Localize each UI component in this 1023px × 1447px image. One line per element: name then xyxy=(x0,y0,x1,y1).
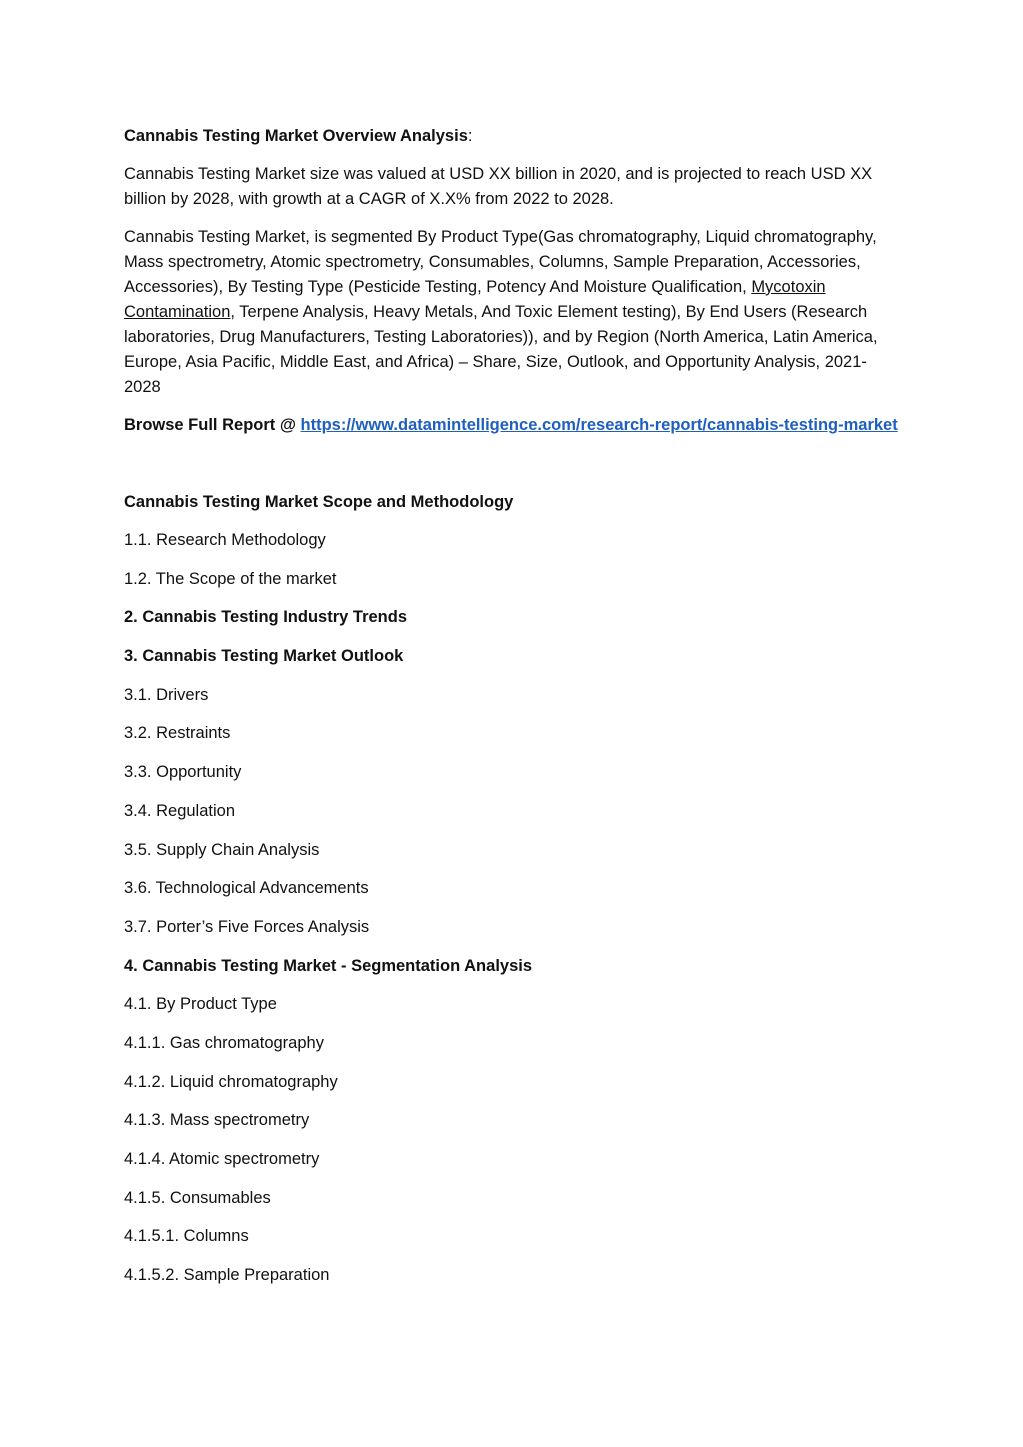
segmentation-text-1: Cannabis Testing Market, is segmented By Product Type(Gas chromatography, Liquid chromatography, Mass spectrometry, Atomic spectrometry, Consumables, Columns, Sample Preparation, Accessories, Accessories), By Testing Type (Pesticide Testing, Potency And Moisture Qualification, xyxy=(124,228,877,296)
toc-item: 4.1.5.1. Columns xyxy=(124,1227,249,1246)
toc-list xyxy=(124,528,899,1288)
segmentation-text-2: , Terpene Analysis, Heavy Metals, And Toxic Element testing), By End Users (Research laboratories, Drug Manufacturers, Testing Laboratories)), and by Region (North America, Latin America, Europe, Asia Pacific, Middle East, and Africa) – Share, Size, Outlook, and Opportunity Analysis, 2021-2028 xyxy=(124,303,878,396)
browse-report-line xyxy=(124,413,899,438)
toc-item: 1.2. The Scope of the market xyxy=(124,569,337,588)
toc-item: 3.3. Opportunity xyxy=(124,763,242,782)
toc-item: 4.1.3. Mass spectrometry xyxy=(124,1111,310,1130)
toc-item: 3.1. Drivers xyxy=(124,685,209,704)
document-page xyxy=(124,124,899,1302)
overview-title: Cannabis Testing Market Overview Analysis xyxy=(124,127,468,145)
overview-title-suffix: : xyxy=(467,127,473,145)
toc-item: 4.1.5. Consumables xyxy=(124,1188,271,1207)
toc-item: 4. Cannabis Testing Market - Segmentation Analysis xyxy=(124,956,533,975)
toc-item: 3.5. Supply Chain Analysis xyxy=(124,840,320,859)
overview-paragraph-2 xyxy=(124,225,899,400)
overview-heading xyxy=(124,124,899,149)
toc-item: 4.1.4. Atomic spectrometry xyxy=(124,1150,320,1168)
toc-item: 1.1. Research Methodology xyxy=(124,531,326,549)
mycotoxin-link[interactable]: Mycotoxin Contamination xyxy=(124,278,826,321)
overview-paragraph-1: Cannabis Testing Market size was valued at USD XX billion in 2020, and is projected to reach USD XX billion by 2028, with growth at a CAGR of X.X% from 2022 to 2028. xyxy=(124,165,873,208)
toc-item: 3.7. Porter’s Five Forces Analysis xyxy=(124,917,370,936)
report-url-link[interactable]: https://www.datamintelligence.com/research-report/cannabis-testing-market xyxy=(300,416,898,434)
toc-item: 2. Cannabis Testing Industry Trends xyxy=(124,608,407,627)
toc-item: 3.4. Regulation xyxy=(124,801,235,820)
toc-item: 4.1.2. Liquid chromatography xyxy=(124,1072,338,1091)
toc-item: 3.6. Technological Advancements xyxy=(124,879,369,898)
toc-item: 4.1.1. Gas chromatography xyxy=(124,1033,324,1052)
toc-item: 4.1. By Product Type xyxy=(124,995,277,1014)
toc-item: 3. Cannabis Testing Market Outlook xyxy=(124,647,404,666)
section-spacer xyxy=(124,451,899,490)
browse-report-label: Browse Full Report @ xyxy=(124,416,301,434)
toc-item: 4.1.5.2. Sample Preparation xyxy=(124,1266,330,1285)
toc-heading: Cannabis Testing Market Scope and Methodology xyxy=(124,493,514,511)
toc-item: 3.2. Restraints xyxy=(124,724,231,743)
